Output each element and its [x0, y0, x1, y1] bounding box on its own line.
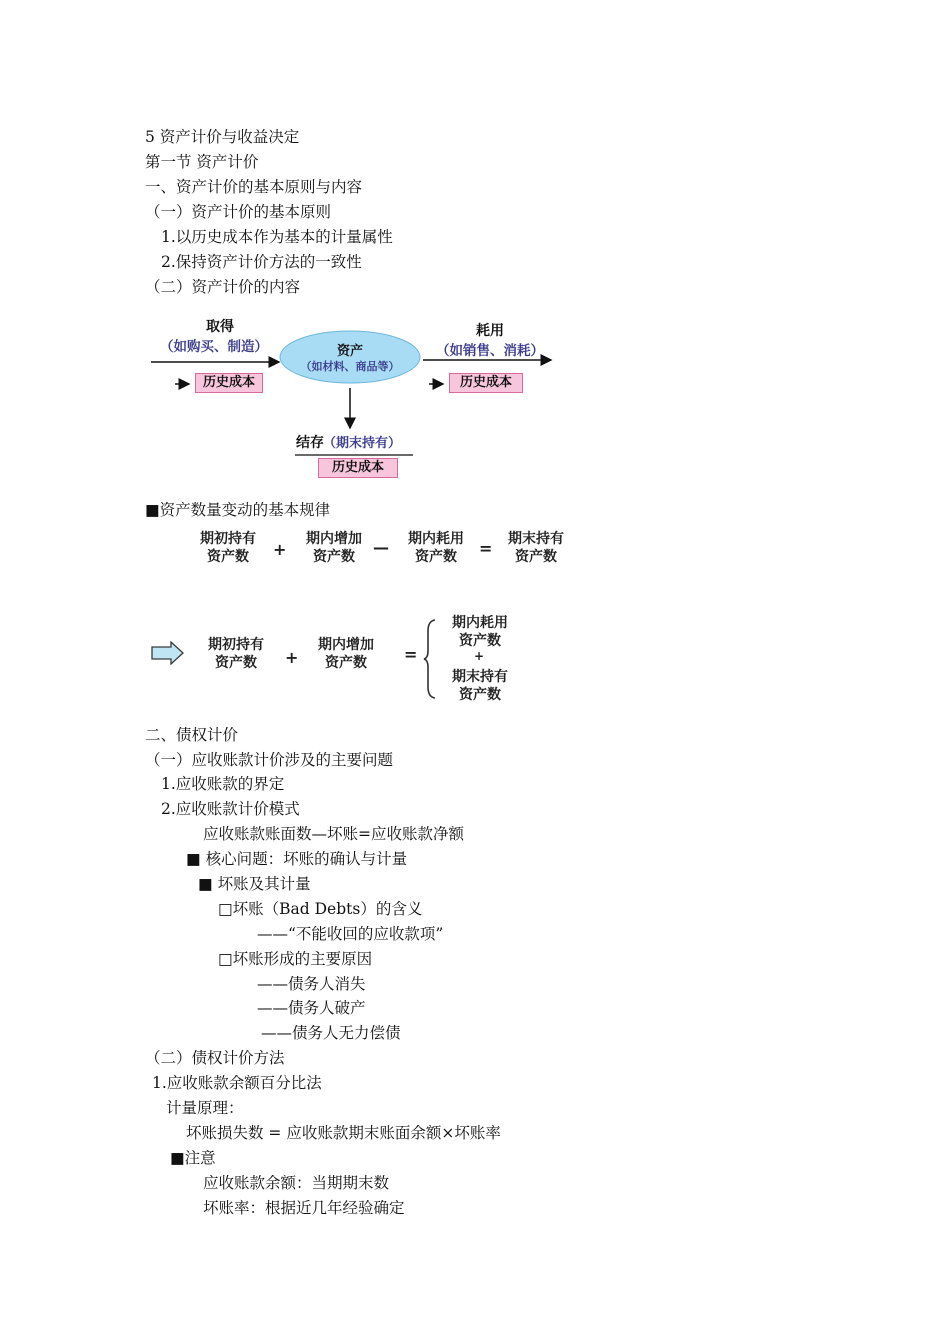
eq1-term-closing: [498, 530, 574, 566]
eq1-term-consume-l1: 期内耗用: [408, 531, 464, 547]
eq1-plus: +: [273, 540, 287, 559]
doc-line: 第一节 资产计价: [145, 153, 259, 171]
eq1-equals: =: [479, 539, 493, 558]
eq2-equals: =: [404, 645, 418, 664]
eq1-minus: —: [373, 538, 389, 557]
consume-subtitle: （如销售、消耗）: [436, 343, 544, 359]
eq2-term-opening-l2: 资产数: [215, 655, 257, 671]
doc-line: ——债务人破产: [257, 999, 366, 1017]
stock-title: 结存: [296, 435, 324, 451]
asset-title: 资产: [336, 344, 363, 359]
doc-line: □坏账（Bad Debts）的含义: [218, 900, 423, 918]
eq1-term-consume: [396, 530, 476, 566]
acquire-title: 取得: [206, 319, 234, 335]
doc-line: 5 资产计价与收益决定: [145, 128, 300, 146]
eq2-term-closing: [440, 668, 520, 704]
eq1-term-consume-l2: 资产数: [415, 549, 457, 565]
doc-line: 二、债权计价: [145, 726, 239, 744]
eq2-term-consume-l2: 资产数: [459, 633, 501, 649]
consume-title: 耗用: [476, 323, 504, 339]
cost-box-acquire: 历史成本: [195, 373, 263, 393]
eq2-brace: [423, 619, 437, 699]
doc-line: ■资产数量变动的基本规律: [145, 501, 331, 519]
doc-line: ——债务人无力偿债: [261, 1024, 401, 1042]
doc-line: 2.应收账款计价模式: [161, 800, 300, 818]
eq1-term-increase: [294, 530, 374, 566]
doc-line: ■ 核心问题：坏账的确认与计量: [186, 850, 408, 868]
doc-line: □坏账形成的主要原因: [218, 950, 373, 968]
eq2-term-opening: [198, 636, 274, 672]
right-arrow-icon: [151, 641, 185, 665]
eq1-term-increase-l1: 期内增加: [306, 531, 362, 547]
eq2-term-consume: [440, 614, 520, 650]
eq1-term-closing-l1: 期末持有: [508, 531, 564, 547]
asset-flow-diagram: [145, 310, 565, 485]
eq1-term-opening-l1: 期初持有: [200, 531, 256, 547]
eq1-term-closing-l2: 资产数: [515, 549, 557, 565]
eq2-plus-right: +: [474, 649, 485, 663]
doc-line: ■ 坏账及其计量: [198, 875, 311, 893]
eq2-term-closing-l1: 期末持有: [452, 669, 508, 685]
equation-1: [190, 528, 580, 572]
doc-line: 1.以历史成本作为基本的计量属性: [161, 228, 393, 246]
eq2-term-closing-l2: 资产数: [459, 687, 501, 703]
eq2-plus: +: [285, 648, 299, 667]
eq2-term-increase-l2: 资产数: [325, 655, 367, 671]
eq2-term-consume-l1: 期内耗用: [452, 615, 508, 631]
doc-line: ——债务人消失: [257, 975, 366, 993]
eq1-term-opening-l2: 资产数: [207, 549, 249, 565]
eq2-term-increase: [306, 636, 386, 672]
doc-line: 应收账款账面数—坏账=应收账款净额: [203, 825, 464, 843]
doc-line: 一、资产计价的基本原则与内容: [145, 178, 363, 196]
doc-line: 2.保持资产计价方法的一致性: [161, 253, 362, 271]
doc-line: 1.应收账款的界定: [161, 775, 285, 793]
eq1-term-increase-l2: 资产数: [313, 549, 355, 565]
eq2-term-increase-l1: 期内增加: [318, 637, 374, 653]
doc-line: ——“不能收回的应收款项”: [257, 925, 444, 943]
doc-line: （二）资产计价的内容: [145, 278, 301, 296]
acquire-subtitle: （如购买、制造）: [160, 339, 268, 355]
eq1-term-opening: [190, 530, 266, 566]
cost-box-stock: 历史成本: [318, 458, 398, 478]
cost-box-consume: 历史成本: [449, 373, 523, 393]
doc-line: （一）应收账款计价涉及的主要问题: [145, 751, 394, 769]
stock-subtitle: （期末持有）: [323, 436, 402, 451]
doc-line: 应收账款余额：当期期末数: [203, 1174, 390, 1192]
doc-line: 计量原理：: [166, 1099, 244, 1117]
doc-line: 1.应收账款余额百分比法: [152, 1074, 322, 1092]
doc-line: 坏账损失数 = 应收账款期末账面余额×坏账率: [186, 1124, 501, 1142]
equation-2: [148, 612, 528, 707]
doc-line: （二）债权计价方法: [145, 1049, 285, 1067]
doc-line: （一）资产计价的基本原则: [145, 203, 332, 221]
asset-subtitle: （如材料、商品等）: [300, 360, 400, 373]
eq2-term-opening-l1: 期初持有: [208, 637, 264, 653]
doc-line: ■注意: [170, 1149, 216, 1167]
doc-line: 坏账率：根据近几年经验确定: [203, 1199, 405, 1217]
